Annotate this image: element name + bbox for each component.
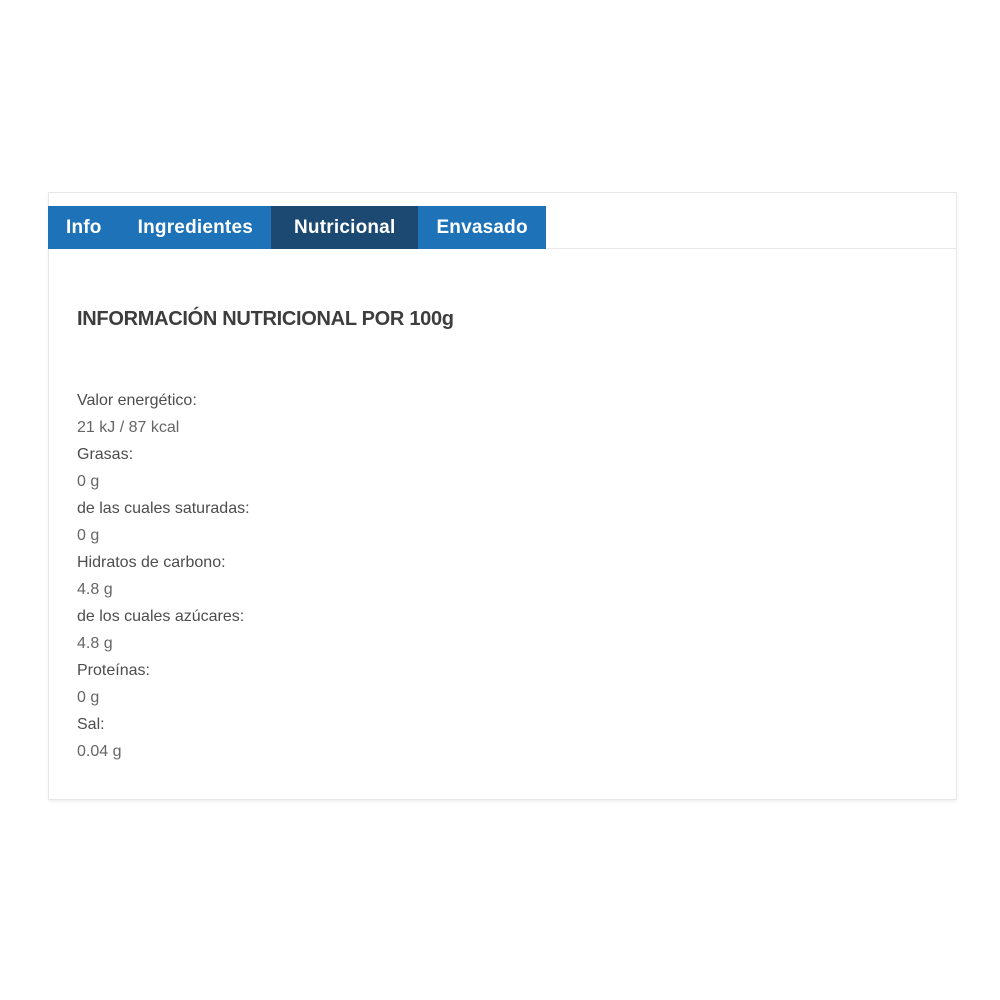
nutrition-row <box>77 603 926 657</box>
tab-info[interactable]: Info <box>66 216 102 238</box>
tab-envasado[interactable]: Envasado <box>436 216 528 238</box>
nutrition-content <box>49 249 956 765</box>
tab-nutricional[interactable]: Nutricional <box>271 206 418 249</box>
nutrient-label: Sal: <box>77 716 105 733</box>
nutrient-label: Proteínas: <box>77 662 150 679</box>
nutrient-value: 0 g <box>77 689 100 706</box>
nutrient-value: 0 g <box>77 473 100 490</box>
nutrition-list <box>77 387 926 765</box>
product-detail-panel <box>48 192 957 800</box>
tab-row <box>49 193 956 249</box>
nutrient-label: de las cuales saturadas: <box>77 500 250 517</box>
nutrition-row <box>77 657 926 711</box>
nutrient-value: 4.8 g <box>77 635 113 652</box>
tab-strip <box>48 206 546 249</box>
nutrition-row <box>77 549 926 603</box>
nutrient-value: 0.04 g <box>77 743 122 760</box>
nutrient-value: 0 g <box>77 527 100 544</box>
nutrition-row <box>77 711 926 765</box>
nutrient-value: 21 kJ / 87 kcal <box>77 419 180 436</box>
nutrition-row <box>77 387 926 441</box>
nutrient-label: Valor energético: <box>77 392 197 409</box>
nutrition-row <box>77 495 926 549</box>
nutrition-row <box>77 441 926 495</box>
nutrition-heading: INFORMACIÓN NUTRICIONAL POR 100g <box>77 308 454 330</box>
nutrient-value: 4.8 g <box>77 581 113 598</box>
nutrient-label: de los cuales azúcares: <box>77 608 245 625</box>
tab-ingredientes[interactable]: Ingredientes <box>137 216 253 238</box>
nutrient-label: Grasas: <box>77 446 134 463</box>
nutrient-label: Hidratos de carbono: <box>77 554 226 571</box>
